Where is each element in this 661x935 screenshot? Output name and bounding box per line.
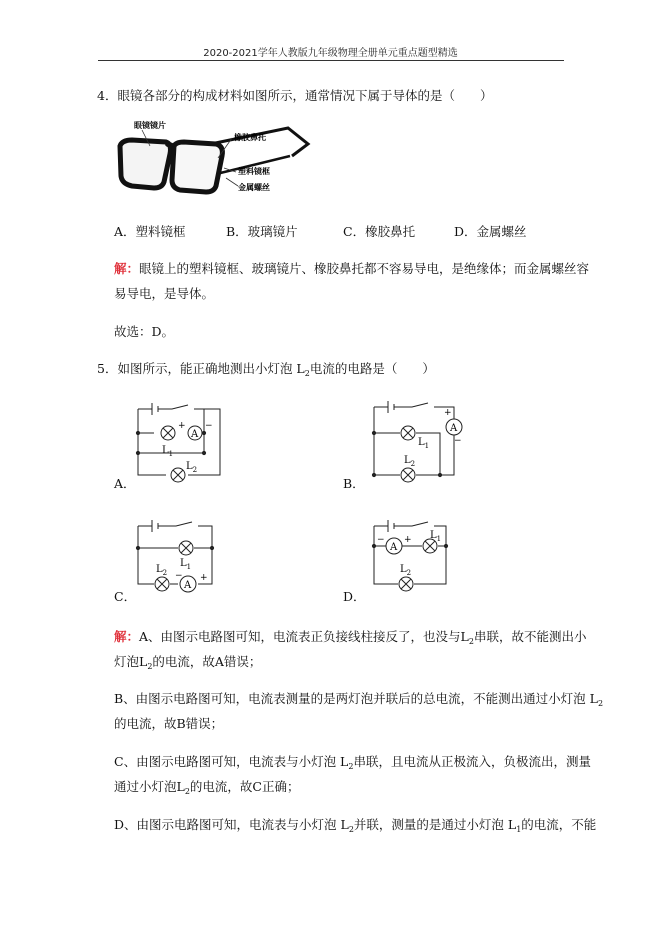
lamp-l2: $L_2$ — [186, 461, 198, 474]
svg-text:+: + — [404, 535, 412, 545]
q4-answer: 故选：D。 — [114, 324, 175, 339]
label-nose-pad: 橡胶鼻托 — [234, 132, 266, 142]
svg-text:A: A — [390, 542, 398, 553]
ammeter-plus: + — [178, 421, 186, 431]
label-frame: 塑料镜框 — [238, 166, 270, 176]
solution-label: 解： — [114, 261, 140, 276]
ammeter-label: A — [191, 429, 199, 440]
label-screw: 金属螺丝 — [238, 182, 270, 192]
ammeter-minus: − — [205, 421, 213, 431]
svg-text:+: + — [200, 573, 208, 583]
q5-solution-b1: B、由图示电路图可知，电流表测量的是两灯泡并联后的总电流，不能测出通过小灯泡 $L_2$ — [114, 691, 604, 708]
svg-text:−: − — [377, 535, 385, 545]
q5-solution-a1: 解：A、由图示电路图可知，电流表正负接线柱接反了，也没与$L_2$串联，故不能测出小 — [114, 629, 587, 646]
svg-text:A: A — [184, 580, 192, 591]
svg-text:L2: $L_2$ — [404, 455, 416, 468]
circuit-d — [368, 514, 484, 598]
svg-text:−: − — [175, 571, 183, 581]
q5-solution-c1: C、由图示电路图可知，电流表与小灯泡 $L_2$串联，且电流从正极流入，负极流出，测量 — [114, 754, 591, 771]
q4-option-a: A．塑料镜框 — [114, 224, 186, 239]
svg-text:+: + — [444, 408, 452, 418]
q4-option-c: C．橡胶鼻托 — [343, 224, 416, 239]
svg-text:L1: $L_1$ — [418, 437, 430, 450]
q4-stem: 4．眼镜各部分的构成材料如图所示，通常情况下属于导体的是（ ） — [97, 88, 493, 103]
q4-solution-line2: 易导电，是导体。 — [114, 286, 215, 301]
q5-option-a-label: A． — [114, 476, 136, 491]
svg-text:L1: $L_1$ — [430, 530, 442, 543]
q5-option-b-label: B． — [343, 476, 365, 491]
label-lens: 眼镜镜片 — [134, 120, 166, 130]
header-divider — [98, 60, 564, 61]
q4-option-d: D．金属螺丝 — [454, 224, 527, 239]
svg-text:A: A — [450, 423, 458, 434]
q5-solution-b2: 的电流，故B错误； — [114, 716, 224, 731]
q5-solution-d1: D、由图示电路图可知，电流表与小灯泡 $L_2$并联，测量的是通过小灯泡 $L_1$的电流，不能 — [114, 817, 597, 834]
circuit-b — [354, 395, 470, 487]
circuit-c — [132, 514, 248, 598]
q4-solution-line1: 解：眼镜上的塑料镜框、玻璃镜片、橡胶鼻托都不容易导电，是绝缘体；而金属螺丝容 — [114, 261, 590, 276]
svg-text:−: − — [454, 436, 462, 446]
lamp-l1: $L_1$ — [162, 445, 174, 458]
svg-text:L2: $L_2$ — [156, 564, 168, 577]
page-header: 2020-2021学年人教版九年级物理全册单元重点题型精选 — [203, 48, 458, 59]
q5-solution-a2: 灯泡$L_2$的电流，故A错误； — [114, 654, 262, 671]
q5-solution-c2: 通过小灯泡$L_2$的电流，故C正确； — [114, 779, 300, 796]
q5-option-c-label: C． — [114, 589, 137, 604]
q5-option-d-label: D． — [343, 589, 366, 604]
svg-text:L1: $L_1$ — [180, 558, 192, 571]
q5-stem: 5．如图所示，能正确地测出小灯泡 $L_2$电流的电路是（ ） — [97, 361, 435, 378]
svg-text:L2: $L_2$ — [400, 564, 412, 577]
q4-option-b: B．玻璃镜片 — [226, 224, 298, 239]
glasses-figure — [112, 116, 312, 196]
